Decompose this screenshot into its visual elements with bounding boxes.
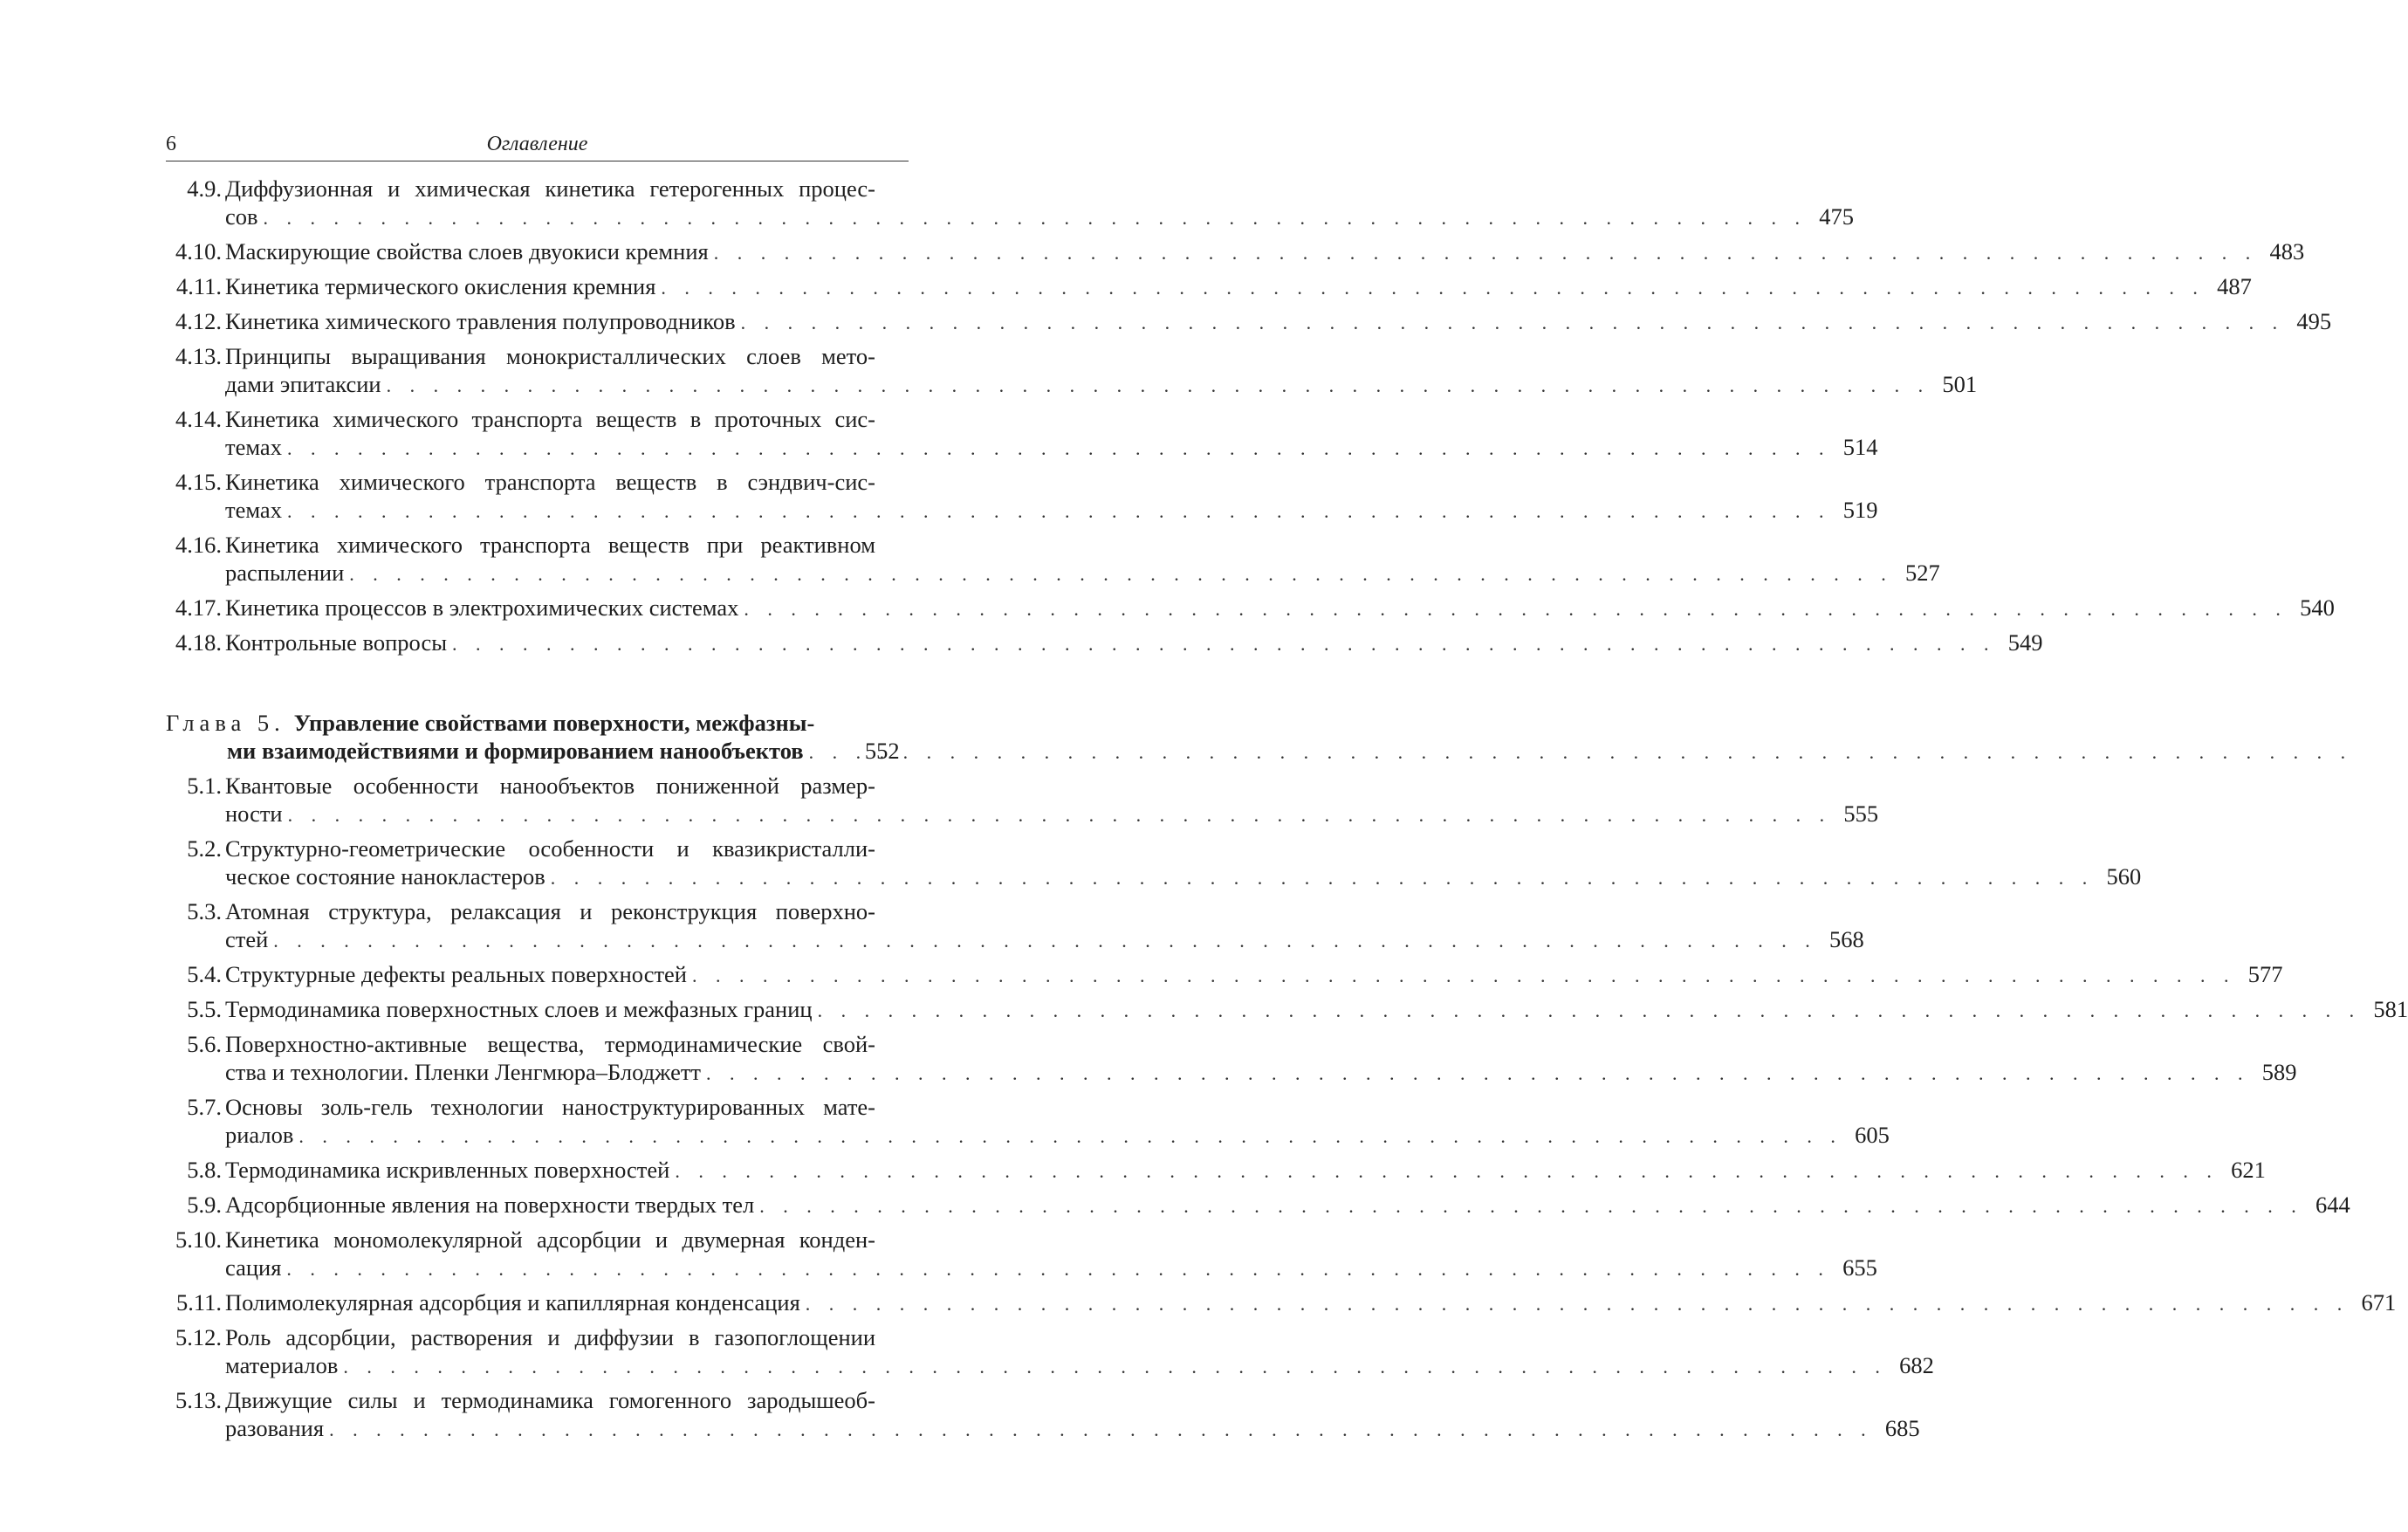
entry-page: 685: [1884, 1415, 1920, 1441]
entry-page: 483: [2269, 238, 2305, 264]
entry-body: [225, 405, 1877, 463]
leader-dots: [661, 274, 2205, 302]
entry-title-line1: Кинетика химического транспорта веществ при реактивном: [225, 532, 875, 558]
entry-last-line: [225, 496, 1877, 526]
entry-number: 5.1.: [187, 773, 222, 799]
entry-number: 5.5.: [187, 996, 222, 1022]
toc-entry[interactable]: [166, 1093, 1890, 1151]
leader-dots: [287, 498, 1831, 526]
entry-page: 655: [1842, 1254, 1877, 1281]
entry-title-line1: Диффузионная и химическая кинетика гетерогенных процес-: [225, 175, 875, 202]
entry-title: Полимолекулярная адсорбция и капиллярная конденсация: [225, 1289, 800, 1316]
entry-number: 4.14.: [175, 406, 222, 432]
entry-number: 5.7.: [187, 1094, 222, 1120]
toc-entry[interactable]: [166, 1191, 2350, 1220]
entry-title: сация: [225, 1254, 282, 1281]
entry-title-line1: Структурно-геометрические особенности и квазикристалли-: [225, 835, 875, 862]
entry-page: 540: [2300, 594, 2335, 621]
entry-page: 671: [2361, 1289, 2397, 1316]
entry-title: Структурные дефекты реальных поверхностей: [225, 961, 687, 987]
section-5-entries: [166, 772, 2408, 1444]
entry-title: Термодинамика поверхностных слоев и межфазных границ: [225, 996, 813, 1022]
entry-number: 5.10.: [175, 1226, 222, 1253]
toc-entry[interactable]: [166, 835, 2142, 892]
toc-entry[interactable]: [166, 1156, 2266, 1185]
chapter-label: Глава 5.: [166, 710, 285, 736]
entry-number: 4.12.: [175, 308, 222, 334]
entry-page: 475: [1819, 203, 1855, 230]
entry-title: дами эпитаксии: [225, 371, 381, 397]
entry-title-line1: Поверхностно-активные вещества, термодинамические свой-: [225, 1031, 875, 1057]
entry-body: [225, 307, 2331, 337]
entry-title-line1: Кинетика химического транспорта веществ в сэндвич-сис-: [225, 469, 875, 495]
entry-body: [225, 531, 1940, 588]
entry-title: темах: [225, 497, 282, 523]
entry-number: 4.13.: [175, 343, 222, 369]
entry-page: 495: [2296, 308, 2332, 334]
leader-dots: [286, 1255, 1830, 1283]
toc-entry[interactable]: [166, 1030, 2297, 1088]
entry-title: Кинетика термического окисления кремния: [225, 273, 656, 299]
entry-last-line: [225, 433, 1877, 463]
entry-number: 5.8.: [187, 1157, 222, 1183]
leader-dots: [714, 239, 2258, 267]
entry-page: 501: [1942, 371, 1978, 397]
entry-number: 4.15.: [175, 469, 222, 495]
leader-dots: [806, 1290, 2350, 1318]
entry-title: сов: [225, 203, 258, 230]
entry-number: 5.12.: [175, 1324, 222, 1350]
entry-body: [225, 897, 1864, 955]
entry-page: 577: [2247, 961, 2283, 987]
entry-title-line1: Роль адсорбции, растворения и диффузии в газопоглощении: [225, 1324, 875, 1350]
leader-dots: [452, 630, 1996, 658]
leader-dots: [387, 372, 1931, 400]
section-4-entries: [166, 175, 2335, 658]
entry-body: [225, 594, 2335, 623]
entry-number: 4.10.: [175, 238, 222, 264]
leader-dots: [759, 1192, 2303, 1220]
leader-dots: [343, 1353, 1887, 1381]
running-title: Оглавление: [486, 133, 588, 155]
entry-body: [225, 629, 2043, 658]
toc-entry[interactable]: [166, 272, 2252, 302]
entry-last-line: [225, 800, 1878, 829]
entry-number: 5.6.: [187, 1031, 222, 1057]
leader-dots: [264, 204, 1808, 232]
entry-title: Контрольные вопросы: [225, 629, 448, 656]
toc-entry[interactable]: [166, 531, 1940, 588]
toc-entry[interactable]: [166, 342, 1978, 400]
entry-last-line: [225, 1414, 1920, 1444]
entry-title-line1: Атомная структура, релаксация и реконструкция поверхно-: [225, 898, 875, 924]
entry-title: Адсорбционные явления на поверхности твердых тел: [225, 1192, 755, 1218]
entry-last-line: [225, 559, 1940, 588]
toc-entry[interactable]: [166, 237, 2305, 267]
leader-dots: [706, 1060, 2250, 1088]
entry-body: [225, 1226, 1877, 1283]
entry-title: ческое состояние нанокластеров: [225, 863, 545, 890]
toc-entry[interactable]: [166, 405, 1878, 463]
entry-body: [225, 995, 2408, 1025]
entry-last-line: [225, 1191, 2350, 1220]
table-of-contents: [166, 175, 2408, 1449]
entry-title: материалов: [225, 1352, 339, 1378]
entry-page: 514: [1842, 434, 1878, 460]
toc-entry[interactable]: [166, 1323, 1934, 1381]
leader-dots: [692, 962, 2236, 990]
entry-title-line1: Кинетика мономолекулярной адсорбции и двумерная конден-: [225, 1226, 875, 1253]
entry-number: 5.11.: [175, 1289, 222, 1316]
entry-body: [225, 342, 1977, 400]
entry-title-line1: Основы золь-гель технологии наноструктурированных мате-: [225, 1094, 875, 1120]
chapter-title-line2: ми взаимодействиями и формированием нанообъектов: [227, 738, 804, 764]
entry-number: 4.18.: [175, 629, 222, 656]
entry-title-line1: Принципы выращивания монокристаллических слоев мето-: [225, 343, 875, 369]
entry-title: Термодинамика искривленных поверхностей: [225, 1157, 670, 1183]
entry-body: [225, 272, 2252, 302]
leader-dots: [741, 309, 2285, 337]
leader-dots: [675, 1158, 2219, 1185]
entry-title: Кинетика химического травления полупроводников: [225, 308, 736, 334]
entry-page: 560: [2106, 863, 2142, 890]
entry-last-line: [225, 594, 2335, 623]
entry-last-line: [225, 1121, 1890, 1151]
leader-dots: [744, 595, 2288, 623]
toc-entry[interactable]: [166, 897, 1864, 955]
entry-title: ности: [225, 800, 283, 827]
entry-body: [225, 1156, 2266, 1185]
entry-page: 555: [1843, 800, 1879, 827]
leader-dots: [288, 801, 1832, 829]
leader-dots: [349, 560, 1893, 588]
toc-entry[interactable]: [166, 960, 2283, 990]
toc-entry[interactable]: [166, 468, 1878, 526]
toc-entry[interactable]: [166, 1386, 1920, 1444]
entry-body: [225, 237, 2304, 267]
entry-number: 4.9.: [187, 175, 222, 202]
leader-dots: [329, 1416, 1873, 1444]
entry-body: [225, 175, 1854, 232]
entry-last-line: [225, 370, 1977, 400]
toc-entry[interactable]: [166, 1288, 2397, 1318]
entry-title: Маскирующие свойства слоев двуокиси кремния: [225, 238, 709, 264]
entry-last-line: [225, 925, 1864, 955]
entry-last-line: [225, 629, 2043, 658]
entry-number: 5.4.: [187, 961, 222, 987]
entry-last-line: [225, 237, 2304, 267]
entry-title: распылении: [225, 560, 345, 586]
entry-title-line1: Кинетика химического транспорта веществ в проточных сис-: [225, 406, 875, 432]
entry-number: 5.13.: [175, 1387, 222, 1413]
entry-title-line1: Квантовые особенности нанообъектов пониженной размер-: [225, 773, 875, 799]
entry-body: [225, 1386, 1920, 1444]
leader-dots: [298, 1123, 1842, 1151]
entry-page: 644: [2315, 1192, 2350, 1218]
leader-dots: [273, 927, 1817, 955]
entry-body: [225, 960, 2282, 990]
entry-page: 581: [2373, 996, 2408, 1022]
entry-number: 4.11.: [175, 273, 222, 299]
entry-page: 589: [2261, 1059, 2297, 1085]
entry-body: [225, 468, 1877, 526]
toc-entry[interactable]: [166, 594, 2335, 623]
toc-entry[interactable]: [166, 995, 2408, 1025]
entry-last-line: [225, 1288, 2396, 1318]
leader-dots: [287, 435, 1831, 463]
entry-number: 4.17.: [175, 594, 222, 621]
entry-page: 527: [1905, 560, 1940, 586]
entry-last-line: [225, 960, 2282, 990]
entry-title: стей: [225, 926, 269, 952]
entry-last-line: [225, 995, 2408, 1025]
entry-title: разования: [225, 1415, 325, 1441]
entry-last-line: [225, 1156, 2266, 1185]
toc-entry[interactable]: [166, 629, 2043, 658]
entry-last-line: [225, 307, 2331, 337]
entry-last-line: [225, 203, 1854, 232]
page-number: 6: [166, 133, 176, 155]
toc-entry[interactable]: [166, 1226, 1877, 1283]
entry-body: [225, 1093, 1890, 1151]
chapter-5-heading-line2: [166, 737, 909, 766]
entry-number: 5.2.: [187, 835, 222, 862]
entry-number: 5.3.: [187, 898, 222, 924]
entry-body: [225, 1030, 2297, 1088]
entry-body: [225, 772, 1878, 829]
entry-page: 605: [1855, 1122, 1890, 1148]
toc-entry[interactable]: [166, 175, 1855, 232]
entry-body: [225, 1288, 2396, 1318]
entry-last-line: [225, 1254, 1877, 1283]
entry-title-line1: Движущие силы и термодинамика гомогенного зародышеоб-: [225, 1387, 875, 1413]
entry-last-line: [225, 272, 2252, 302]
chapter-5-heading[interactable]: [166, 709, 909, 737]
entry-number: 5.9.: [187, 1192, 222, 1218]
entry-body: [225, 1323, 1934, 1381]
entry-page: 568: [1829, 926, 1864, 952]
leader-dots: [818, 997, 2362, 1025]
entry-last-line: [225, 1351, 1934, 1381]
entry-page: 549: [2007, 629, 2043, 656]
entry-page: 519: [1842, 497, 1878, 523]
entry-page: 682: [1899, 1352, 1934, 1378]
entry-title: ства и технологии. Пленки Ленгмюра–Блоджетт: [225, 1059, 701, 1085]
entry-title: темах: [225, 434, 282, 460]
entry-number: 4.16.: [175, 532, 222, 558]
toc-entry[interactable]: [166, 307, 2332, 337]
entry-title: риалов: [225, 1122, 294, 1148]
entry-body: [225, 835, 2141, 892]
entry-title: Кинетика процессов в электрохимических системах: [225, 594, 739, 621]
chapter-title-line1: Управление свойствами поверхности, межфазны-: [293, 710, 815, 736]
entry-last-line: [225, 862, 2141, 892]
entry-page: 621: [2231, 1157, 2266, 1183]
entry-page: 487: [2217, 273, 2252, 299]
leader-dots: [551, 864, 2095, 892]
chapter-page: 552: [864, 738, 900, 764]
entry-body: [225, 1191, 2350, 1220]
toc-entry[interactable]: [166, 772, 1879, 829]
running-header: [166, 131, 909, 161]
leader-dots: [809, 739, 853, 766]
entry-last-line: [225, 1058, 2297, 1088]
